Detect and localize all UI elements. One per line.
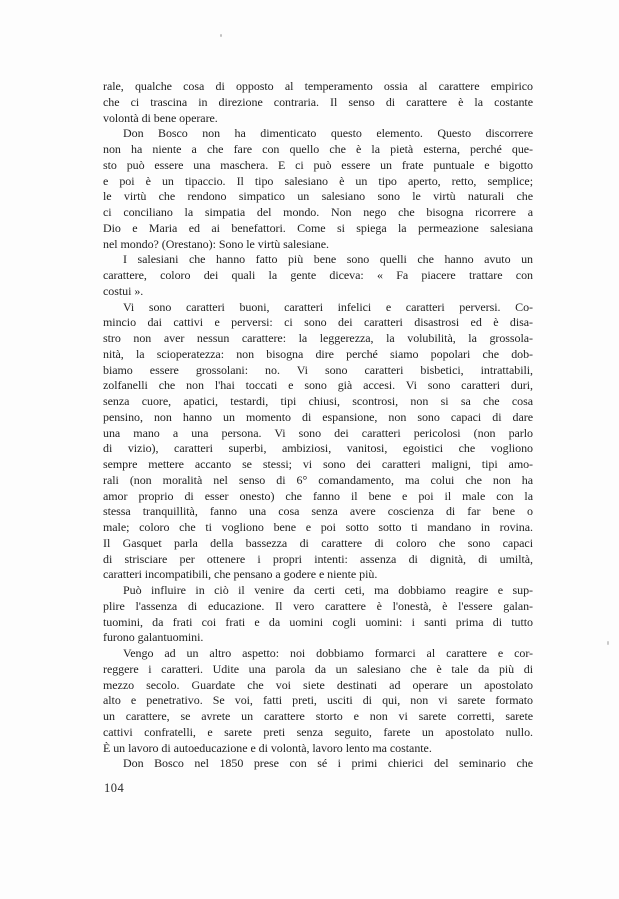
text-line: Vi sono caratteri buoni, caratteri infelici e caratteri perversi. Co- <box>123 299 533 314</box>
text-line: Può influire in ciò il venire da certi ceti, ma dobbiamo reagire e sup- <box>123 583 533 597</box>
text-line: reggere i caratteri. Udite una parola da un salesiano che è tale da più di <box>103 661 533 676</box>
text-line: sto può essere una maschera. E ci può essere un frate puntuale e bigotto <box>103 157 533 172</box>
text-line: nel mondo? (Orestano): Sono le virtù salesiane. <box>103 236 329 251</box>
text-line: carattere, coloro dei quali la gente diceva: « Fa piacere trattare con <box>103 268 533 282</box>
text-line: una mano a una persona. Vi sono dei caratteri pericolosi (non parlo <box>103 425 533 440</box>
text-line: senza cuore, apatici, testardi, tipi chiusi, scontrosi, non si sa che cosa <box>103 394 533 408</box>
paragraph <box>103 756 533 772</box>
body-text <box>103 79 533 772</box>
text-line: male; coloro che ti vogliono bene e poi sotto sotto ti mandano in rovina. <box>103 520 533 534</box>
text-line: cattivi confratelli, e sarete preti senza seguito, farete un apostolato nullo. <box>103 724 533 739</box>
text-line: ci conciliano la simpatia del mondo. Non nego che bisogna ricorrere a <box>103 205 533 219</box>
text-line: Don Bosco nel 1850 prese con sé i primi chierici del seminario che <box>123 756 533 771</box>
text-line: Il Gasquet parla della bassezza di carattere di coloro che sono capaci <box>103 535 533 550</box>
paragraph <box>103 252 533 299</box>
text-line: sempre mettere accanto se stessi; vi sono dei caratteri maligni, tipi amo- <box>103 457 533 471</box>
text-line: Don Bosco non ha dimenticato questo elemento. Questo discorrere <box>123 126 533 141</box>
text-line: caratteri incompatibili, che pensano a godere e niente più. <box>103 567 378 582</box>
scan-speck <box>607 641 609 645</box>
text-line: non ha niente a che fare con quello che è la pietà esterna, perché que- <box>103 142 533 156</box>
paragraph <box>103 583 533 646</box>
text-line: plire l'assenza di educazione. Il vero carattere è l'onestà, è l'essere galan- <box>103 598 533 613</box>
paragraph <box>103 126 533 252</box>
text-line: rale, qualche cosa di opposto al temperamento ossia al carattere empirico <box>103 79 533 93</box>
text-line: volontà di bene operare. <box>103 110 218 125</box>
text-line: che ci trascina in direzione contraria. Il senso di carattere è la costante <box>103 94 533 109</box>
text-line: zolfanelli che non l'hai toccati e sono già accesi. Vi sono caratteri duri, <box>103 378 533 393</box>
text-line: Vengo ad un altro aspetto: noi dobbiamo formarci al carattere e cor- <box>123 646 533 660</box>
paragraph <box>103 646 533 756</box>
text-line: biamo essere grossolani: no. Vi sono caratteri bisbetici, intrattabili, <box>103 362 533 377</box>
text-line: di strisciare per ottenere i propri intenti: assenza di dignità, di umiltà, <box>103 551 533 566</box>
text-line: I salesiani che hanno fatto più bene sono quelli che hanno avuto un <box>123 252 533 267</box>
text-line: e poi è un tipaccio. Il tipo salesiano è un tipo aperto, retto, semplice; <box>103 173 533 188</box>
text-line: mincio dai cattivi e perversi: ci sono dei caratteri disastrosi ed è disa- <box>103 315 533 330</box>
text-line: mezzo secolo. Guardate che voi siete destinati ad operare un apostolato <box>103 677 533 692</box>
text-line: stessa tranquillità, fanno una cosa senza avere coscienza di far bene o <box>103 504 533 519</box>
text-line: nità, la scioperatezza: non bisogna dire perché siamo popolari che dob- <box>103 346 533 361</box>
text-line: di vizio), caratteri superbi, ambiziosi, vanitosi, egoistici che vogliono <box>103 441 533 456</box>
text-line: costui ». <box>103 283 144 298</box>
text-line: amor proprio di esser onesto) che fanno il bene e poi il male con la <box>103 488 533 503</box>
paragraph <box>103 300 533 584</box>
text-line: furono galantuomini. <box>103 630 204 645</box>
text-line: stro non aver nessun carattere: la leggerezza, la volubilità, la grossola- <box>103 331 533 345</box>
text-line: un carattere, se avrete un carattere storto e non vi sarete corretti, sarete <box>103 709 533 723</box>
page-number: 104 <box>104 781 125 795</box>
scan-speck <box>220 34 222 37</box>
paragraph <box>103 79 533 126</box>
text-line: pensino, non hanno un momento di espansione, non sono capaci di dare <box>103 409 533 424</box>
text-line: tuomini, da frati coi frati e da uomini cogli uomini: i santi prima di tutto <box>103 614 533 629</box>
text-line: Dio e Maria ed ai benefattori. Come si spiega la permeazione salesiana <box>103 220 533 235</box>
text-line: alto e penetrativo. Se voi, fatti preti, usciti di qui, non vi sarete formato <box>103 693 533 708</box>
text-line: È un lavoro di autoeducazione e di volontà, lavoro lento ma costante. <box>103 740 432 755</box>
text-line: le virtù che rendono simpatico un salesiano sono le virtù naturali che <box>103 189 533 204</box>
text-line: rali (non moralità nel senso di 6° comandamento, ma colui che non ha <box>103 472 533 487</box>
